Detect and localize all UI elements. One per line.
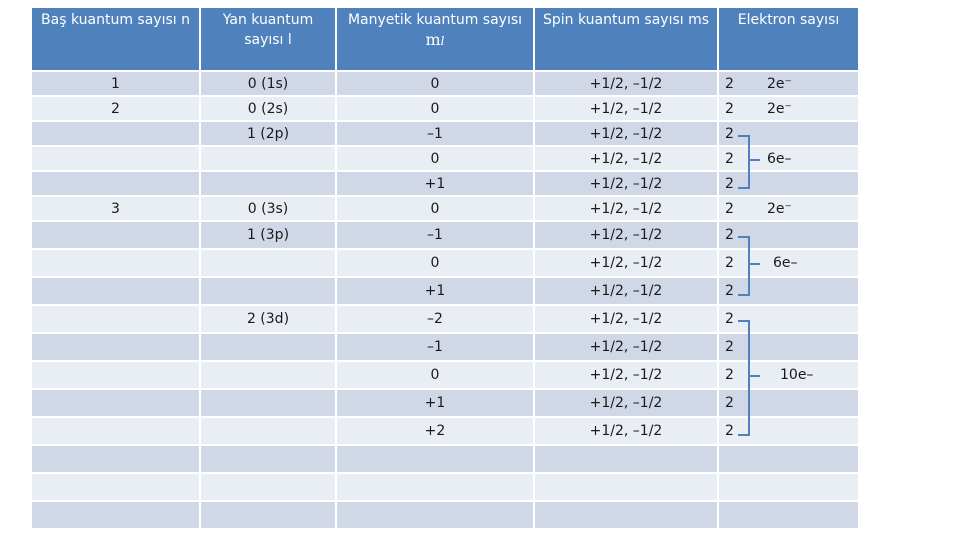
cell-electrons	[719, 502, 860, 530]
cell-ml-text: –1	[427, 339, 443, 355]
cell-ms	[535, 250, 719, 278]
cell-ms-text: +1/2, –1/2	[589, 200, 663, 217]
cell-ms	[535, 474, 719, 502]
cell-ml-text: +2	[424, 423, 446, 439]
table-row	[32, 502, 860, 530]
cell-ms-text: +1/2, –1/2	[589, 339, 663, 355]
bracket-3d	[738, 320, 750, 436]
cell-n	[32, 197, 201, 222]
cell-ml	[337, 362, 535, 390]
cell-ml-text: 0	[430, 367, 440, 383]
cell-l	[201, 502, 337, 530]
cell-ml	[337, 390, 535, 418]
cell-n	[32, 97, 201, 122]
total-3p: 6e–	[773, 255, 798, 271]
table-row	[32, 390, 860, 418]
cell-n	[32, 502, 201, 530]
bracket-3p-tick	[750, 263, 760, 265]
cell-ml	[337, 147, 535, 172]
cell-l-text: 2 (3d)	[246, 311, 290, 327]
header-row	[32, 8, 860, 72]
electron-count: 2	[725, 423, 734, 439]
table-body	[32, 72, 860, 530]
table-row	[32, 418, 860, 446]
cell-l	[201, 446, 337, 474]
cell-ms	[535, 97, 719, 122]
cell-ms	[535, 362, 719, 390]
cell-l	[201, 306, 337, 334]
cell-ml	[337, 418, 535, 446]
table-row	[32, 446, 860, 474]
cell-electrons	[719, 446, 860, 474]
cell-ms	[535, 418, 719, 446]
cell-n	[32, 222, 201, 250]
cell-ms	[535, 222, 719, 250]
cell-l-text: 1 (3p)	[246, 227, 290, 243]
cell-ml-text: –1	[427, 227, 443, 243]
cell-ml	[337, 474, 535, 502]
cell-ml	[337, 222, 535, 250]
electron-count: 2	[725, 175, 734, 192]
header-ml: Manyetik kuantum sayısı ml	[337, 8, 535, 72]
electron-count: 2	[725, 339, 734, 355]
table-row	[32, 122, 860, 147]
cell-l-text: 0 (3s)	[247, 200, 289, 217]
cell-ms-text: +1/2, –1/2	[589, 175, 663, 192]
cell-electrons	[719, 474, 860, 502]
cell-l	[201, 72, 337, 97]
cell-ms-text: +1/2, –1/2	[589, 283, 663, 299]
electron-count: 2	[725, 125, 734, 142]
cell-ml	[337, 334, 535, 362]
cell-ml	[337, 97, 535, 122]
cell-l	[201, 222, 337, 250]
table-row	[32, 250, 860, 278]
cell-ms	[535, 306, 719, 334]
cell-l	[201, 362, 337, 390]
cell-l	[201, 250, 337, 278]
cell-ml-text: +1	[424, 283, 446, 299]
cell-n-text: 2	[111, 100, 120, 117]
cell-ml	[337, 72, 535, 97]
cell-n-text: 3	[111, 200, 120, 217]
cell-ms	[535, 147, 719, 172]
cell-ml-text: –2	[427, 311, 443, 327]
cell-ml-text: 0	[430, 100, 440, 117]
cell-ml	[337, 306, 535, 334]
cell-l	[201, 122, 337, 147]
cell-l	[201, 172, 337, 197]
cell-n	[32, 390, 201, 418]
quantum-numbers-table	[32, 8, 860, 530]
cell-n	[32, 306, 201, 334]
electron-count: 2	[725, 311, 734, 327]
electron-count: 2	[725, 75, 734, 92]
cell-ms-text: +1/2, –1/2	[589, 423, 663, 439]
table-row	[32, 474, 860, 502]
cell-n	[32, 147, 201, 172]
cell-l	[201, 474, 337, 502]
cell-ml	[337, 446, 535, 474]
electron-count: 2	[725, 227, 734, 243]
header-l: Yan kuantum sayısı l	[201, 8, 337, 72]
cell-ms	[535, 390, 719, 418]
bracket-2p	[738, 135, 750, 189]
cell-ml-text: +1	[424, 175, 446, 192]
cell-n	[32, 362, 201, 390]
cell-ms-text: +1/2, –1/2	[589, 75, 663, 92]
cell-ml	[337, 122, 535, 147]
cell-n	[32, 474, 201, 502]
cell-ml-text: 0	[430, 150, 440, 167]
cell-ms-text: +1/2, –1/2	[589, 255, 663, 271]
cell-ml	[337, 502, 535, 530]
total-3s: 2e⁻	[767, 200, 792, 217]
table-row	[32, 306, 860, 334]
cell-ml	[337, 250, 535, 278]
electron-count: 2	[725, 367, 734, 383]
cell-ms-text: +1/2, –1/2	[589, 227, 663, 243]
table-row	[32, 362, 860, 390]
table-row	[32, 278, 860, 306]
cell-n	[32, 334, 201, 362]
cell-l-text: 0 (2s)	[247, 100, 289, 117]
cell-l	[201, 278, 337, 306]
cell-ml-text: 0	[430, 200, 440, 217]
bracket-2p-tick	[750, 159, 760, 161]
header-n: Baş kuantum sayısı n	[32, 8, 201, 72]
cell-n	[32, 172, 201, 197]
total-2p: 6e–	[767, 150, 792, 167]
cell-ms	[535, 197, 719, 222]
total-3d: 10e–	[780, 367, 814, 383]
cell-l-text: 1 (2p)	[246, 125, 290, 142]
table-row	[32, 222, 860, 250]
table-row	[32, 334, 860, 362]
cell-n	[32, 250, 201, 278]
cell-n-text: 1	[111, 75, 120, 92]
bracket-3p	[738, 236, 750, 296]
cell-ms	[535, 502, 719, 530]
electron-count: 2	[725, 255, 734, 271]
cell-l	[201, 390, 337, 418]
table-row	[32, 197, 860, 222]
cell-l-text: 0 (1s)	[247, 75, 289, 92]
cell-ms-text: +1/2, –1/2	[589, 395, 663, 411]
cell-ml-text: +1	[424, 395, 446, 411]
electron-count: 2	[725, 200, 734, 217]
total-2s: 2e⁻	[767, 100, 792, 117]
cell-ml	[337, 197, 535, 222]
cell-ms	[535, 72, 719, 97]
cell-l	[201, 197, 337, 222]
table-row	[32, 97, 860, 122]
total-1s: 2e⁻	[767, 75, 792, 92]
cell-ms-text: +1/2, –1/2	[589, 125, 663, 142]
bracket-3d-tick	[750, 375, 760, 377]
electron-count: 2	[725, 283, 734, 299]
cell-l	[201, 334, 337, 362]
cell-ms-text: +1/2, –1/2	[589, 367, 663, 383]
cell-l	[201, 147, 337, 172]
cell-ms	[535, 172, 719, 197]
electron-count: 2	[725, 395, 734, 411]
cell-l	[201, 97, 337, 122]
cell-ml	[337, 278, 535, 306]
cell-n	[32, 446, 201, 474]
cell-ms	[535, 122, 719, 147]
cell-ml-text: 0	[430, 255, 440, 271]
cell-ms-text: +1/2, –1/2	[589, 150, 663, 167]
cell-ms-text: +1/2, –1/2	[589, 311, 663, 327]
cell-n	[32, 418, 201, 446]
header-electrons: Elektron sayısı	[719, 8, 860, 72]
cell-n	[32, 72, 201, 97]
electron-count: 2	[725, 100, 734, 117]
ml-symbol: ml	[425, 30, 445, 49]
table-row	[32, 72, 860, 97]
cell-n	[32, 278, 201, 306]
electron-count: 2	[725, 150, 734, 167]
cell-ml	[337, 172, 535, 197]
table-row	[32, 147, 860, 172]
cell-ml-text: 0	[430, 75, 440, 92]
table-row	[32, 172, 860, 197]
cell-ms	[535, 446, 719, 474]
header-ms: Spin kuantum sayısı ms	[535, 8, 719, 72]
cell-ms	[535, 278, 719, 306]
cell-n	[32, 122, 201, 147]
cell-ml-text: –1	[427, 125, 443, 142]
cell-l	[201, 418, 337, 446]
cell-ms	[535, 334, 719, 362]
cell-ms-text: +1/2, –1/2	[589, 100, 663, 117]
